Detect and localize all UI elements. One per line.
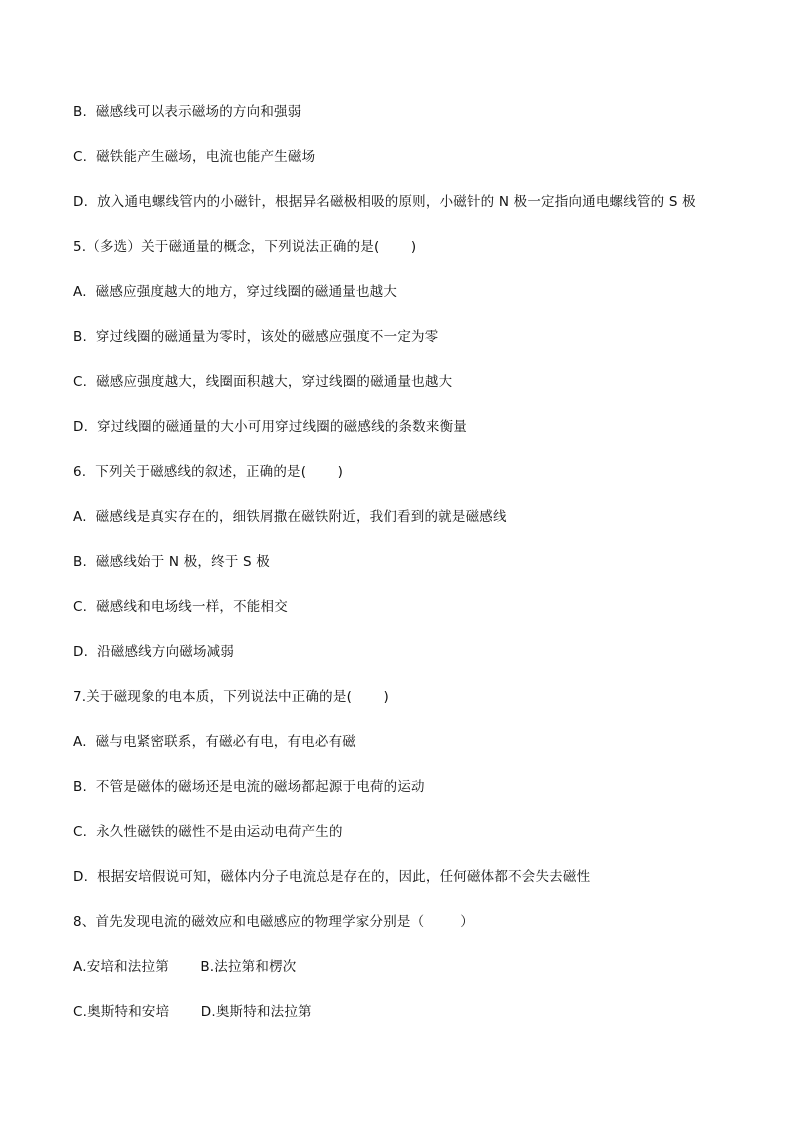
q7-option-b: B. 不管是磁体的磁场还是电流的磁场都起源于电荷的运动 <box>73 779 425 795</box>
q4-option-b: B. 磁感线可以表示磁场的方向和强弱 <box>73 104 302 120</box>
q6-option-d: D. 沿磁感线方向磁场减弱 <box>73 644 235 660</box>
q5-option-c: C. 磁感应强度越大，线圈面积越大，穿过线圈的磁通量也越大 <box>73 374 453 390</box>
q6-option-b: B. 磁感线始于 N 极，终于 S 极 <box>73 554 270 570</box>
q7-stem: 7.关于磁现象的电本质，下列说法中正确的是( ) <box>73 689 389 705</box>
q7-option-c: C. 永久性磁铁的磁性不是由运动电荷产生的 <box>73 824 343 840</box>
q5-option-d: D. 穿过线圈的磁通量的大小可用穿过线圈的磁感线的条数来衡量 <box>73 419 467 435</box>
q4-option-d: D. 放入通电螺线管内的小磁针，根据异名磁极相吸的原则，小磁针的 N 极一定指向通电螺线管的 S 极 <box>73 194 696 210</box>
q7-option-a: A. 磁与电紧密联系，有磁必有电，有电必有磁 <box>73 734 356 750</box>
q5-option-b: B. 穿过线圈的磁通量为零时，该处的磁感应强度不一定为零 <box>73 329 439 345</box>
q8-stem: 8、首先发现电流的磁效应和电磁感应的物理学家分别是（ ） <box>73 914 474 930</box>
q6-stem: 6. 下列关于磁感线的叙述，正确的是( ) <box>73 464 344 480</box>
q5-stem: 5.（多选）关于磁通量的概念，下列说法正确的是( ) <box>73 239 417 255</box>
q6-option-a: A. 磁感线是真实存在的，细铁屑撒在磁铁附近，我们看到的就是磁感线 <box>73 509 507 525</box>
q6-option-c: C. 磁感线和电场线一样，不能相交 <box>73 599 288 615</box>
q5-option-a: A. 磁感应强度越大的地方，穿过线圈的磁通量也越大 <box>73 284 398 300</box>
q7-option-d: D. 根据安培假说可知，磁体内分子电流总是存在的，因此，任何磁体都不会失去磁性 <box>73 869 591 885</box>
q8-options-ab: A.安培和法拉第 B.法拉第和楞次 <box>73 959 297 975</box>
q8-options-cd: C.奥斯特和安培 D.奥斯特和法拉第 <box>73 1004 312 1020</box>
q4-option-c: C. 磁铁能产生磁场，电流也能产生磁场 <box>73 149 316 165</box>
